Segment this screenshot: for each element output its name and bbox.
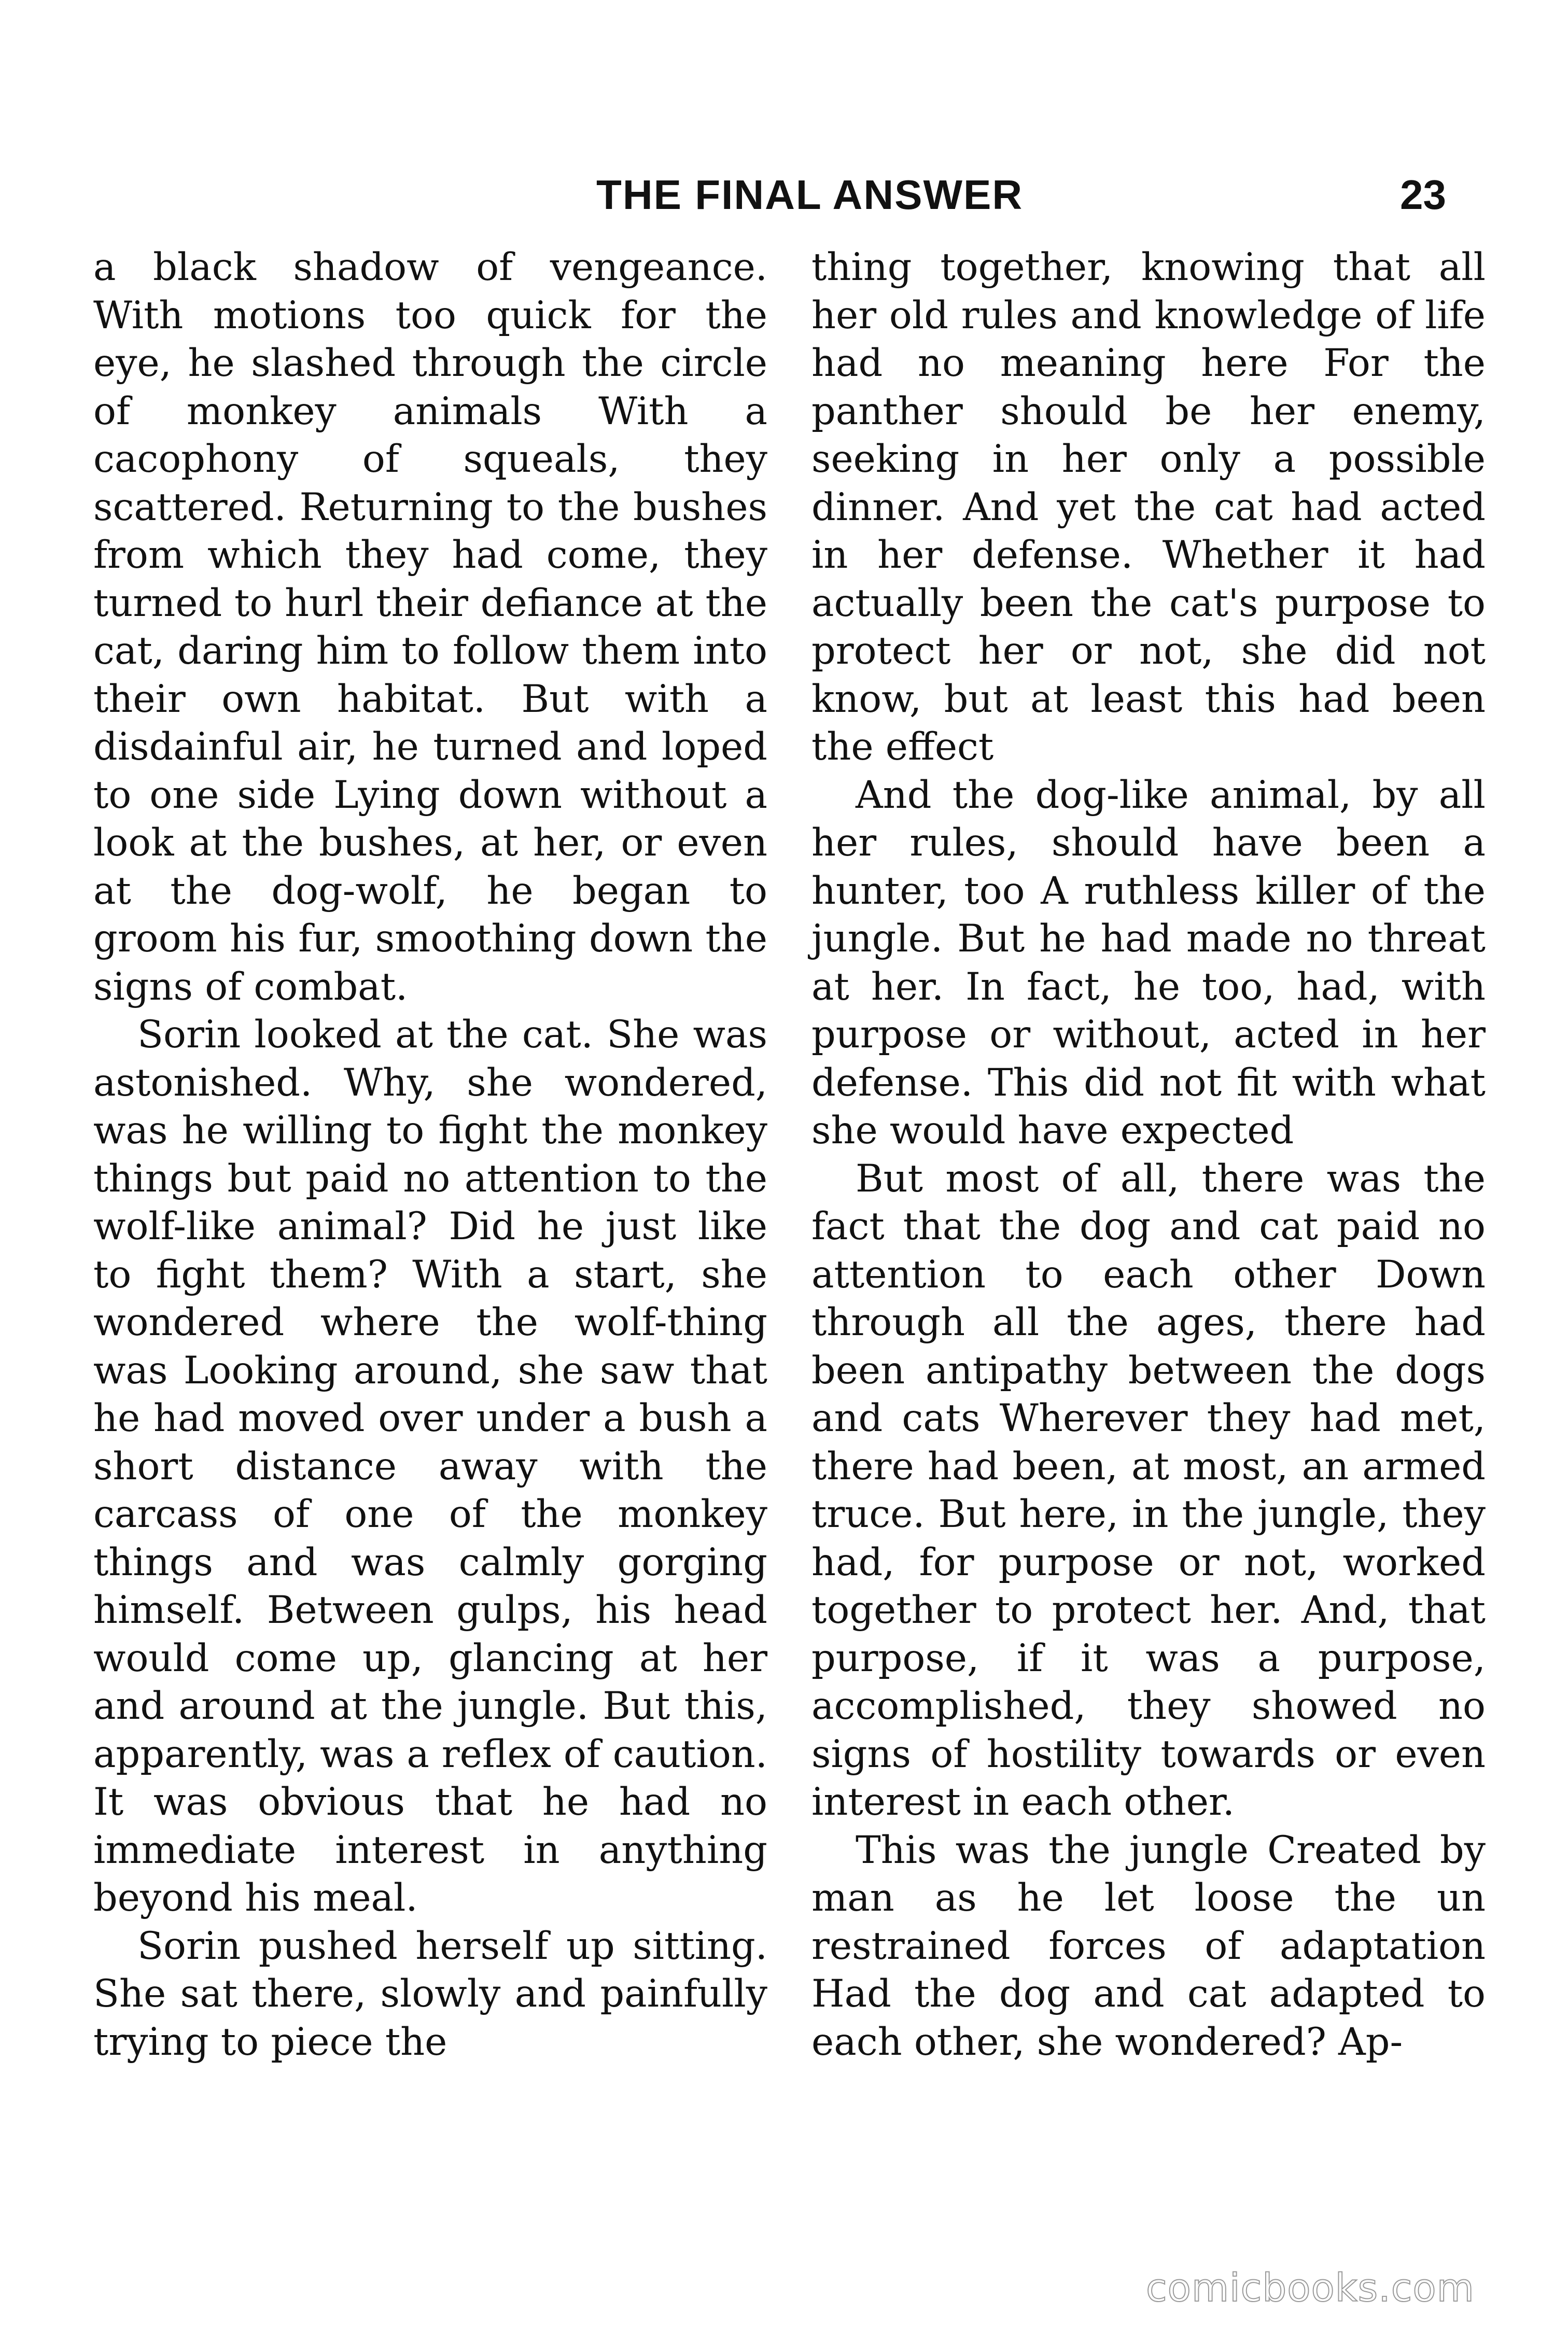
- running-title: THE FINAL ANSWER: [596, 172, 1024, 218]
- site-watermark: comicbooks.com: [1146, 2266, 1475, 2310]
- paragraph: thing together, knowing that all her old rules and knowledge of life had no meaning here For the panther should be her enemy, seeking in her only a possible dinner. And yet the cat had acted in her defense. Whether it had actually been the cat's purpose to protect her or not, she did not know, but at least this had been the effect: [811, 245, 1486, 769]
- left-column: [93, 244, 767, 2066]
- paragraph: Sorin looked at the cat. She was astonished. Why, she wondered, was he willing to fight the monkey things but paid no attention to the wolf-like animal? Did he just like to fight them? With a start, she wondered where the wolf-thing was Looking around, she saw that he had moved over under a bush a short distance away with the carcass of one of the monkey things and was calmly gorging himself. Between gulps, his head would come up, glancing at her and around at the jungle. But this, apparently, was a reflex of caution. It was obvious that he had no immediate interest in anything beyond his meal.: [93, 1013, 767, 1920]
- right-column: [811, 244, 1486, 2066]
- paragraph: Sorin pushed herself up sitting. She sat there, slowly and painfully trying to piece the: [93, 1924, 767, 2064]
- page-header: [0, 171, 1568, 228]
- paragraph: And the dog-like animal, by all her rules, should have been a hunter, too A ruthless killer of the jungle. But he had made no threat at her. In fact, he too, had, with purpose or without, acted in her defense. This did not fit with what she would have expected: [811, 773, 1486, 1153]
- page-number: 23: [1400, 172, 1446, 218]
- paragraph: This was the jungle Created by man as he let loose the un restrained forces of adaptation Had the dog and cat adapted to each other, she wondered? Ap-: [811, 1828, 1486, 2064]
- paragraph: a black shadow of vengeance. With motions too quick for the eye, he slashed through the circle of monkey animals With a cacophony of squeals, they scattered. Returning to the bushes from which they had come, they turned to hurl their defiance at the cat, daring him to follow them into their own habitat. But with a disdainful air, he turned and loped to one side Lying down without a look at the bushes, at her, or even at the dog-wolf, he began to groom his fur, smoothing down the signs of combat.: [93, 245, 767, 1009]
- paragraph: But most of all, there was the fact that the dog and cat paid no attention to each other Down through all the ages, there had been antipathy between the dogs and cats Wherever they had met, there had been, at most, an armed truce. But here, in the jungle, they had, for purpose or not, worked together to protect her. And, that purpose, if it was a purpose, accomplished, they showed no signs of hostility towards or even interest in each other.: [811, 1156, 1486, 1824]
